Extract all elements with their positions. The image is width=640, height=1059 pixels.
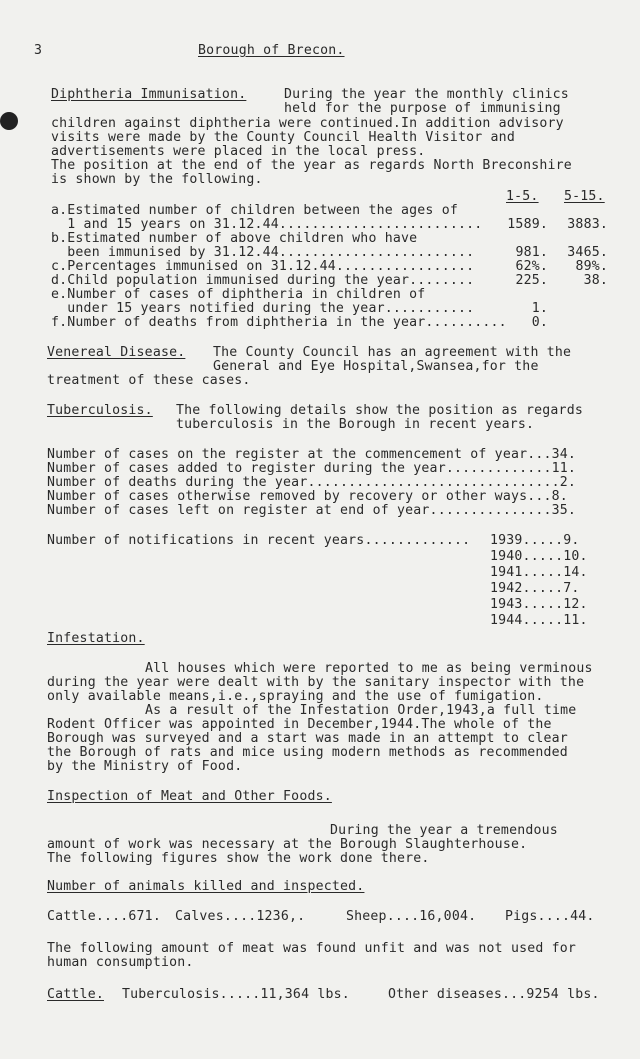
notifications-label: Number of notifications in recent years............. — [47, 533, 471, 548]
table-value: 225. — [515, 273, 548, 288]
notification-year: 1941.....14. — [490, 565, 588, 580]
table-value: 1589. — [507, 217, 548, 232]
infestation-text-line: All houses which were reported to me as being verminous — [145, 661, 593, 676]
cattle-other-diseases: Other diseases...9254 lbs. — [388, 987, 600, 1002]
infestation-text-line: Rodent Officer was appointed in December,1944.The whole of the — [47, 717, 552, 732]
animals-heading: Number of animals killed and inspected. — [47, 879, 365, 894]
tuberculosis-intro-line: tuberculosis in the Borough in recent years. — [176, 417, 535, 432]
diphtheria-intro-line: held for the purpose of immunising — [284, 101, 561, 116]
column-header-5-15: 5-15. — [564, 189, 605, 204]
table-value: 3465. — [567, 245, 608, 260]
infestation-text-line: As a result of the Infestation Order,1943,a full time — [145, 703, 577, 718]
page-title: Borough of Brecon. — [198, 43, 345, 58]
table-row-label: 1 and 15 years on 31.12.44......................... — [51, 217, 483, 232]
animal-count-pigs: Pigs....44. — [505, 909, 595, 924]
notification-year: 1943.....12. — [490, 597, 588, 612]
diphtheria-intro-line: is shown by the following. — [51, 172, 263, 187]
table-row: Number of cases left on register at end of year...............35. — [47, 503, 577, 518]
animal-count-cattle: Cattle....671. — [47, 909, 161, 924]
infestation-text-line: Borough was surveyed and a start was made in an attempt to clear — [47, 731, 568, 746]
animal-count-calves: Calves....1236,. — [175, 909, 306, 924]
meat-text-line: The following figures show the work done there. — [47, 851, 430, 866]
table-row-label: e.Number of cases of diphtheria in children of — [51, 287, 426, 302]
diphtheria-intro-line: children against diphtheria were continued.In addition advisory — [51, 116, 564, 131]
page-number: 3 — [34, 43, 43, 58]
venereal-text-line: The County Council has an agreement with the — [213, 345, 572, 360]
table-row: Number of cases on the register at the commencement of year...34. — [47, 447, 577, 462]
table-value: 0. — [531, 315, 548, 330]
cattle-tuberculosis: Tuberculosis.....11,364 lbs. — [122, 987, 350, 1002]
diphtheria-intro-line: visits were made by the County Council Health Visitor and — [51, 130, 515, 145]
animal-count-sheep: Sheep....16,004. — [346, 909, 477, 924]
infestation-heading: Infestation. — [47, 631, 145, 646]
table-row-label: b.Estimated number of above children who have — [51, 231, 418, 246]
table-row-label: d.Child population immunised during the year........ — [51, 273, 475, 288]
diphtheria-intro-line: During the year the monthly clinics — [284, 87, 569, 102]
table-value: 89%. — [575, 259, 608, 274]
table-value: 62%. — [515, 259, 548, 274]
infestation-text-line: only available means,i.e.,spraying and the use of fumigation. — [47, 689, 544, 704]
notification-year: 1940.....10. — [490, 549, 588, 564]
meat-text-line: During the year a tremendous — [330, 823, 558, 838]
notification-year: 1939.....9. — [490, 533, 580, 548]
infestation-text-line: by the Ministry of Food. — [47, 759, 243, 774]
infestation-text-line: the Borough of rats and mice using modern methods as recommended — [47, 745, 568, 760]
ink-blot-mark — [0, 112, 18, 130]
table-value: 981. — [515, 245, 548, 260]
table-value: 38. — [583, 273, 608, 288]
table-row-label: c.Percentages immunised on 31.12.44................. — [51, 259, 475, 274]
notification-year: 1944.....11. — [490, 613, 588, 628]
tuberculosis-heading: Tuberculosis. — [47, 403, 153, 418]
table-row: Number of cases otherwise removed by recovery or other ways...8. — [47, 489, 568, 504]
unfit-text-line: human consumption. — [47, 955, 194, 970]
diphtheria-intro-line: advertisements were placed in the local press. — [51, 144, 426, 159]
notification-year: 1942.....7. — [490, 581, 580, 596]
meat-text-line: amount of work was necessary at the Borough Slaughterhouse. — [47, 837, 528, 852]
column-header-1-5: 1-5. — [506, 189, 539, 204]
table-value: 3883. — [567, 217, 608, 232]
venereal-text-line: General and Eye Hospital,Swansea,for the — [213, 359, 539, 374]
infestation-text-line: during the year were dealt with by the sanitary inspector with the — [47, 675, 585, 690]
diphtheria-heading: Diphtheria Immunisation. — [51, 87, 247, 102]
table-row-label: been immunised by 31.12.44........................ — [51, 245, 475, 260]
table-row: Number of deaths during the year...............................2. — [47, 475, 577, 490]
table-row-label: under 15 years notified during the year........... — [51, 301, 475, 316]
table-row-label: a.Estimated number of children between the ages of — [51, 203, 458, 218]
table-row: Number of cases added to register during the year.............11. — [47, 461, 577, 476]
unfit-text-line: The following amount of meat was found unfit and was not used for — [47, 941, 577, 956]
table-value: 1. — [531, 301, 548, 316]
table-row-label: f.Number of deaths from diphtheria in the year.......... — [51, 315, 507, 330]
meat-heading: Inspection of Meat and Other Foods. — [47, 789, 332, 804]
venereal-heading: Venereal Disease. — [47, 345, 186, 360]
diphtheria-intro-line: The position at the end of the year as regards North Breconshire — [51, 158, 572, 173]
cattle-label: Cattle. — [47, 987, 104, 1002]
venereal-text-line: treatment of these cases. — [47, 373, 251, 388]
tuberculosis-intro-line: The following details show the position as regards — [176, 403, 583, 418]
